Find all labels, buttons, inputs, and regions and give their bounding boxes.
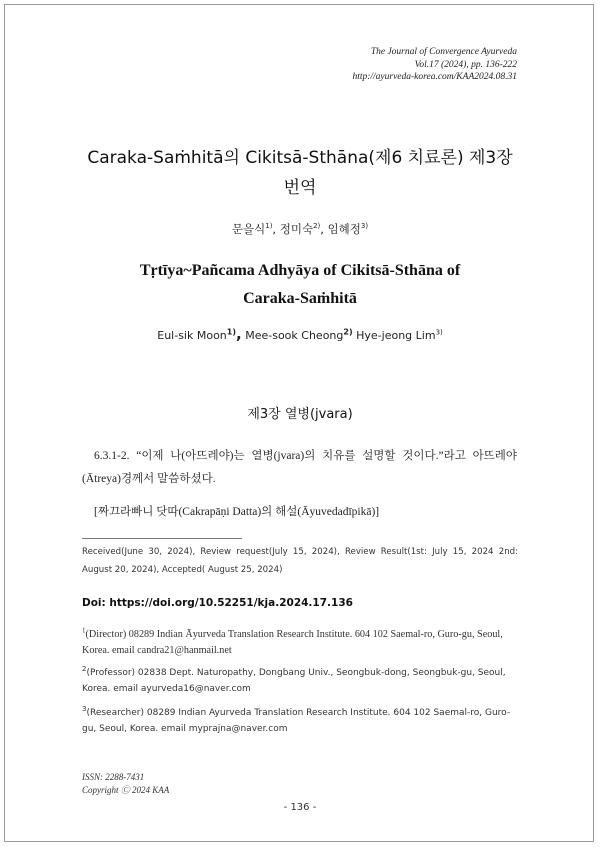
journal-url[interactable]: http://ayurveda-korea.com/KAA2024.08.31 bbox=[352, 72, 517, 82]
english-title-line2: Caraka-Saṁhitā bbox=[243, 290, 357, 307]
journal-name: The Journal of Convergence Ayurveda bbox=[370, 47, 517, 57]
affiliation-2 bbox=[82, 666, 518, 697]
copyright: Copyright Ⓒ 2024 KAA bbox=[82, 785, 170, 795]
doi-link[interactable]: Doi: https://doi.org/10.52251/kja.2024.17.136 bbox=[82, 597, 353, 609]
english-authors: Eul-sik Moon$^{1)}$, Mee-sook Cheong$^{2)}$ Hye-jeong Lim$^{3)}$ bbox=[157, 325, 443, 343]
issn: ISSN: 2288-7431 bbox=[82, 772, 145, 782]
affiliation-3 bbox=[82, 706, 518, 737]
author-en-1: Eul-sik Moon bbox=[157, 329, 227, 342]
author-en-2: Mee-sook Cheong bbox=[245, 329, 344, 342]
affiliation-2-mark: 2 bbox=[82, 665, 87, 673]
page-number: - 136 - bbox=[283, 802, 317, 813]
author-ko-3-mark: 3) bbox=[360, 222, 369, 231]
footnote-divider bbox=[82, 538, 242, 539]
affiliation-2-text: (Professor) 02838 Dept. Naturopathy, Dongbang Univ., Seongbuk-dong, Seongbuk-gu, Seoul, Korea. email ayurveda16@naver.com bbox=[82, 668, 506, 694]
author-ko-2: 정미숙 bbox=[279, 222, 314, 236]
affiliation-3-mark: 3 bbox=[82, 705, 87, 713]
journal-volume: Vol.17 (2024), pp. 136-222 bbox=[414, 59, 517, 70]
author-ko-1: 문을식 bbox=[231, 222, 266, 236]
affiliation-1 bbox=[82, 627, 518, 658]
korean-title-line1: Caraka-Saṁhitā의 Cikitsā-Sthāna(제6 치료론) 제3장 bbox=[87, 148, 513, 168]
korean-title-line2: 번역 bbox=[283, 178, 317, 198]
affiliation-1-mark: 1 bbox=[82, 626, 86, 635]
korean-authors: 문을식$^{1)}$, 정미숙$^{2)}$, 임혜정$^{3)}$ bbox=[231, 222, 369, 236]
english-title bbox=[40, 257, 560, 313]
received-dates: Received(June 30, 2024), Review request(July 15, 2024), Review Result(1st: July 15, 2024 2nd: August 20, 2024), Accepted( August 25, 2024) bbox=[82, 547, 518, 575]
author-ko-1-mark: 1) bbox=[265, 222, 273, 231]
english-title-line1: Tṛtīya~Pañcama Adhyāya of Cikitsā-Sthāna of bbox=[139, 262, 461, 279]
author-en-3: Hye-jeong Lim bbox=[356, 329, 436, 342]
korean-title bbox=[40, 143, 560, 203]
author-ko-2-mark: 2) bbox=[313, 222, 321, 231]
author-en-1-mark: 1) bbox=[226, 327, 237, 337]
section-heading: 제3장 열병(jvara) bbox=[247, 407, 353, 422]
affiliation-1-text: (Director) 08289 Indian Āyurveda Translation Research Institute. 604 102 Saemal-ro, Guro-gu, Seoul, Korea. email candra21@hanmail.net bbox=[82, 629, 503, 656]
body-paragraph-2: [짜끄라빠니 닷따(Cakrapāṇi Datta)의 해설(Āyuvedadīpikā)] bbox=[94, 506, 380, 518]
issn-block bbox=[82, 771, 169, 797]
journal-header bbox=[352, 46, 517, 84]
body-paragraph-1: 6.3.1-2. “이제 나(아뜨레야)는 열병(jvara)의 치유를 설명할 것이다.”라고 아뜨레야(Ātreya)경께서 말씀하셨다. bbox=[82, 450, 517, 485]
affiliation-3-text: (Researcher) 08289 Indian Ayurveda Translation Research Institute. 604 102 Saemal-ro, Guro-gu, Seoul, Korea. email myprajna@naver.com bbox=[82, 708, 511, 734]
author-en-2-mark: 2) bbox=[343, 327, 353, 337]
author-en-3-mark: 3) bbox=[435, 328, 443, 337]
author-ko-3: 임혜정 bbox=[327, 222, 361, 236]
